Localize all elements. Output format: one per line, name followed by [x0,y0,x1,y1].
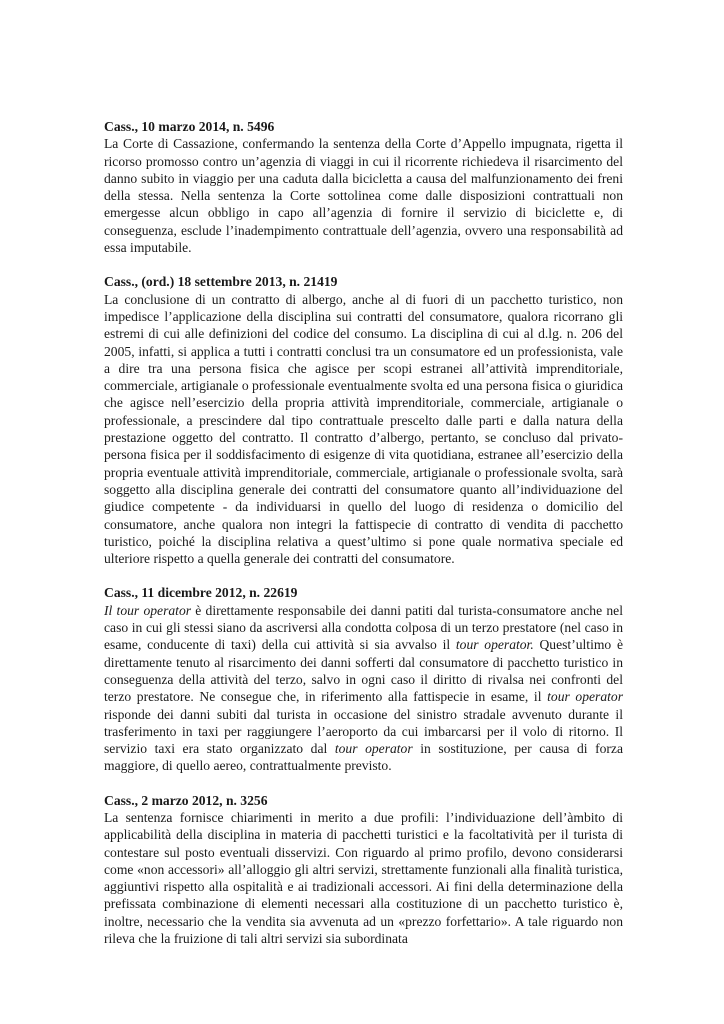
ruling-section [104,792,623,948]
ruling-heading: Cass., 2 marzo 2012, n. 3256 [104,792,268,808]
ruling-heading: Cass., 11 dicembre 2012, n. 22619 [104,585,298,601]
ruling-summary [104,602,623,775]
ruling-summary [104,291,623,568]
ruling-section [104,584,623,774]
ruling-heading: Cass., 10 marzo 2014, n. 5496 [104,119,275,134]
italic-term: Il tour operator [104,602,192,618]
text-run: La sentenza fornisce chiarimenti in merito a due profili: l’individuazione dell’àmbito di applicabilità della disciplina in materia di pacchetti turistici e la facoltatività per il turista di contestare sul posto eventuali disservizi. Con riguardo al primo profilo, devono considerarsi come «non accessori» all’alloggio gli altri servizi, strettamente funzionali alla finalità turistica, aggiuntivi rispetto alla ospitalità e ai tradizionali accessori. Ai fini della determinazione della prefissata combinazione di elementi necessari alla costituzione di un pacchetto turistico è, inoltre, necessario che la vendita sia avvenuta ad un «prezzo forfettario». A tale riguardo non rileva che la fruizione di tali altri servizi sia subordinata [104,809,623,947]
italic-term: tour operator [547,689,623,705]
text-run: in sostituzione, per causa di forza maggiore, di quello aereo, contrattualmente previsto. [104,741,623,774]
text-run: è direttamente responsabile dei danni patiti dal turista-consumatore anche nel caso in cui gli stessi siano da ascriversi alla condotta colposa di un terzo prestatore (nel caso in esame, conducente di taxi) della cui attività si sia avvalso il [104,602,623,653]
ruling-section [104,273,623,567]
italic-term: tour operator [334,741,413,757]
text-run: La Corte di Cassazione, confermando la sentenza della Corte d’Appello impugnata, rigetta il ricorso promosso contro un’agenzia di viaggi in cui il ricorrente richiedeva il risarcimento del danno subito in viaggio per una caduta dalla bicicletta a causa del malfunzionamento dei freni della stessa. Nella sentenza la Corte sottolinea come dalle disposizioni contrattuali non emergesse alcun obbligo in capo all’agenzia di fornire il servizio di biciclette e, di conseguenza, esclude l’inadempimento contrattuale dell’agenzia, ovvero una responsabilità ad essa imputabile. [104,136,623,256]
document-page [104,118,623,964]
ruling-summary [104,809,623,947]
text-run: La conclusione di un contratto di albergo, anche al di fuori di un pacchetto turistico, non impedisce l’applicazione della disciplina sui contratti del consumatore, qualora ricorrano gli estremi di cui alle definizioni del codice del consumo. La disciplina di cui al d.lg. n. 206 del 2005, infatti, si applica a tutti i contratti conclusi tra un consumatore ed un professionista, vale a dire tra una persona fisica che agisce per scopi estranei all’attività imprenditoriale, commerciale, artigianale o professionale eventualmente svolta ed una persona fisica o giuridica che agisce nell’esercizio della propria attività imprenditoriale, commerciale, artigianale o professionale, a prescindere dal tipo contrattuale prescelto dalle parti e dalla natura della prestazione oggetto del contratto. Il contratto d’albergo, pertanto, se concluso dal privato-persona fisica per il soddisfacimento di esigenze di vita quotidiana, estranee all’esercizio della propria eventuale attività imprenditoriale, commerciale, artigianale o professionale svolta, sarà soggetto alla disciplina generale dei contratti del consumatore quanto all’individuazione del giudice competente - da individuarsi in quello del luogo di residenza o domicilio del consumatore, anche qualora non integri la fattispecie di contratto di vendita di pacchetto turistico, poiché la disciplina relativa a quest’ultimo si pone quale normativa speciale ed ulteriore rispetto a quella generale dei contratti del consumatore. [104,291,623,567]
text-run: risponde dei danni subiti dal turista in occasione del sinistro stradale avvenuto durante il trasferimento in taxi per raggiungere l’aeroporto da cui imbarcarsi per il volo di ritorno. Il servizio taxi era stato organizzato dal [104,706,623,757]
text-run: Quest’ultimo è direttamente tenuto al risarcimento dei danni sofferti dal consumatore di pacchetto turistico in conseguenza della attività del terzo, salvo in ogni caso il diritto di rivalsa nei confronti del terzo prestatore. Ne consegue che, in riferimento alla fattispecie in esame, il [104,637,623,705]
ruling-section [104,118,623,256]
italic-term: tour operator. [455,637,534,653]
ruling-summary [104,135,623,256]
ruling-heading: Cass., (ord.) 18 settembre 2013, n. 21419 [104,274,338,290]
